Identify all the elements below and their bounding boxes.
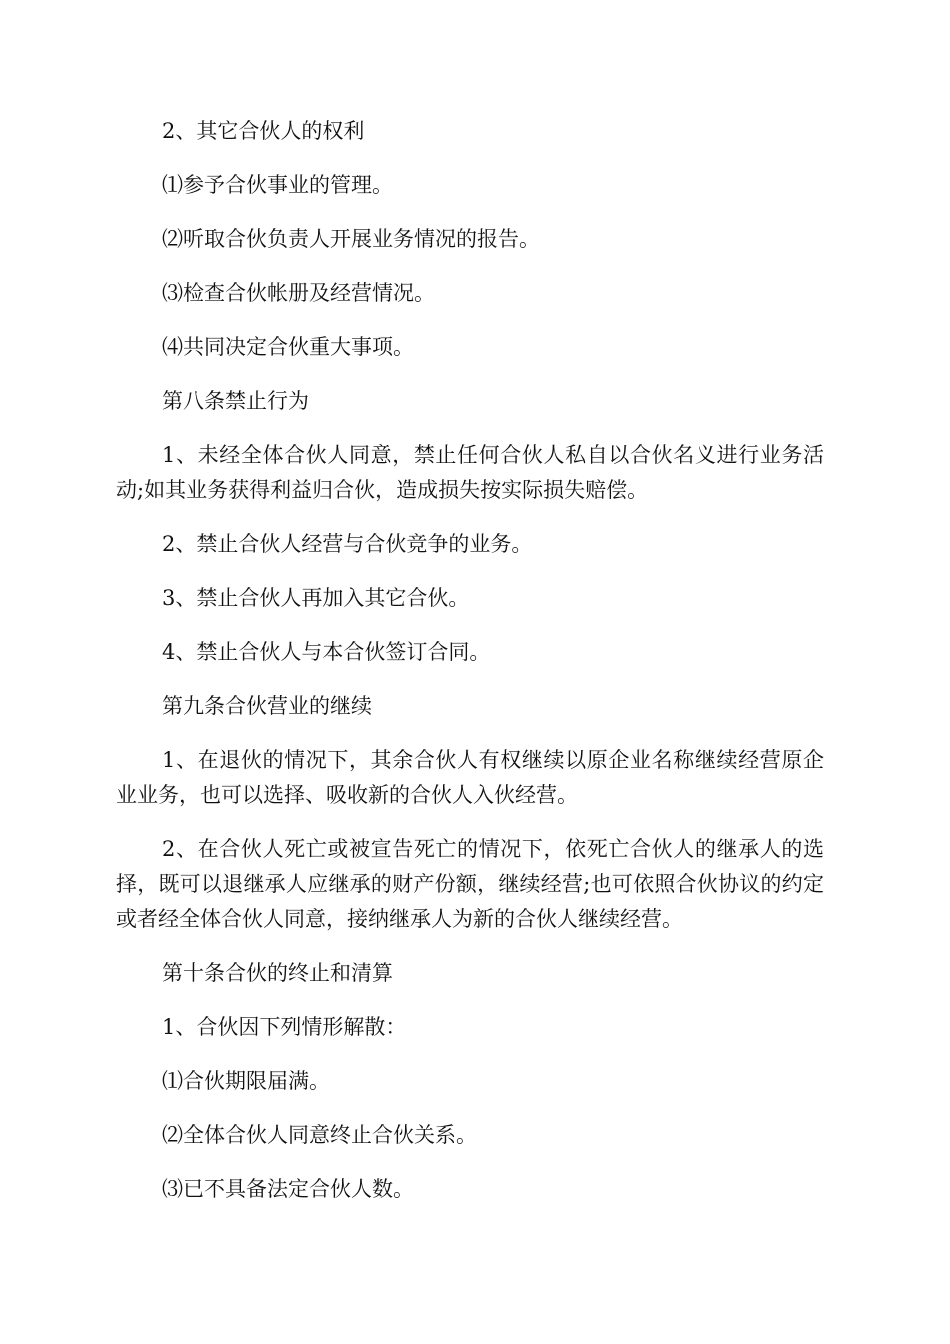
section-heading: 第十条合伙的终止和清算 [162, 961, 393, 985]
paragraph: 1、未经全体合伙人同意，禁止任何合伙人私自以合伙名义进行业务活动;如其业务获得利益归合伙，造成损失按实际损失赔偿。 [116, 443, 824, 502]
paragraph: 2、在合伙人死亡或被宣告死亡的情况下，依死亡合伙人的继承人的选择，既可以退继承人应继承的财产份额，继续经营;也可依照合伙协议的约定或者经全体合伙人同意，接纳继承人为新的合伙人继续经营。 [116, 837, 824, 931]
paragraph: 2、禁止合伙人经营与合伙竞争的业务。 [162, 532, 533, 556]
section-heading: 第九条合伙营业的继续 [162, 694, 372, 718]
paragraph: 3、禁止合伙人再加入其它合伙。 [162, 586, 470, 610]
paragraph: ⑵听取合伙负责人开展业务情况的报告。 [162, 227, 540, 251]
paragraph: ⑶检查合伙帐册及经营情况。 [162, 281, 435, 305]
paragraph: 1、在退伙的情况下，其余合伙人有权继续以原企业名称继续经营原企业业务，也可以选择、吸收新的合伙人入伙经营。 [116, 748, 824, 807]
paragraph: ⑴参予合伙事业的管理。 [162, 173, 393, 197]
paragraph: 2、其它合伙人的权利 [162, 119, 365, 143]
paragraph: 4、禁止合伙人与本合伙签订合同。 [162, 640, 491, 664]
document-body [116, 114, 824, 1226]
paragraph: ⑶已不具备法定合伙人数。 [162, 1177, 414, 1201]
section-heading: 第八条禁止行为 [162, 389, 309, 413]
paragraph: ⑵全体合伙人同意终止合伙关系。 [162, 1123, 477, 1147]
paragraph: ⑴合伙期限届满。 [162, 1069, 330, 1093]
paragraph: 1、合伙因下列情形解散： [162, 1015, 407, 1039]
paragraph: ⑷共同决定合伙重大事项。 [162, 335, 414, 359]
